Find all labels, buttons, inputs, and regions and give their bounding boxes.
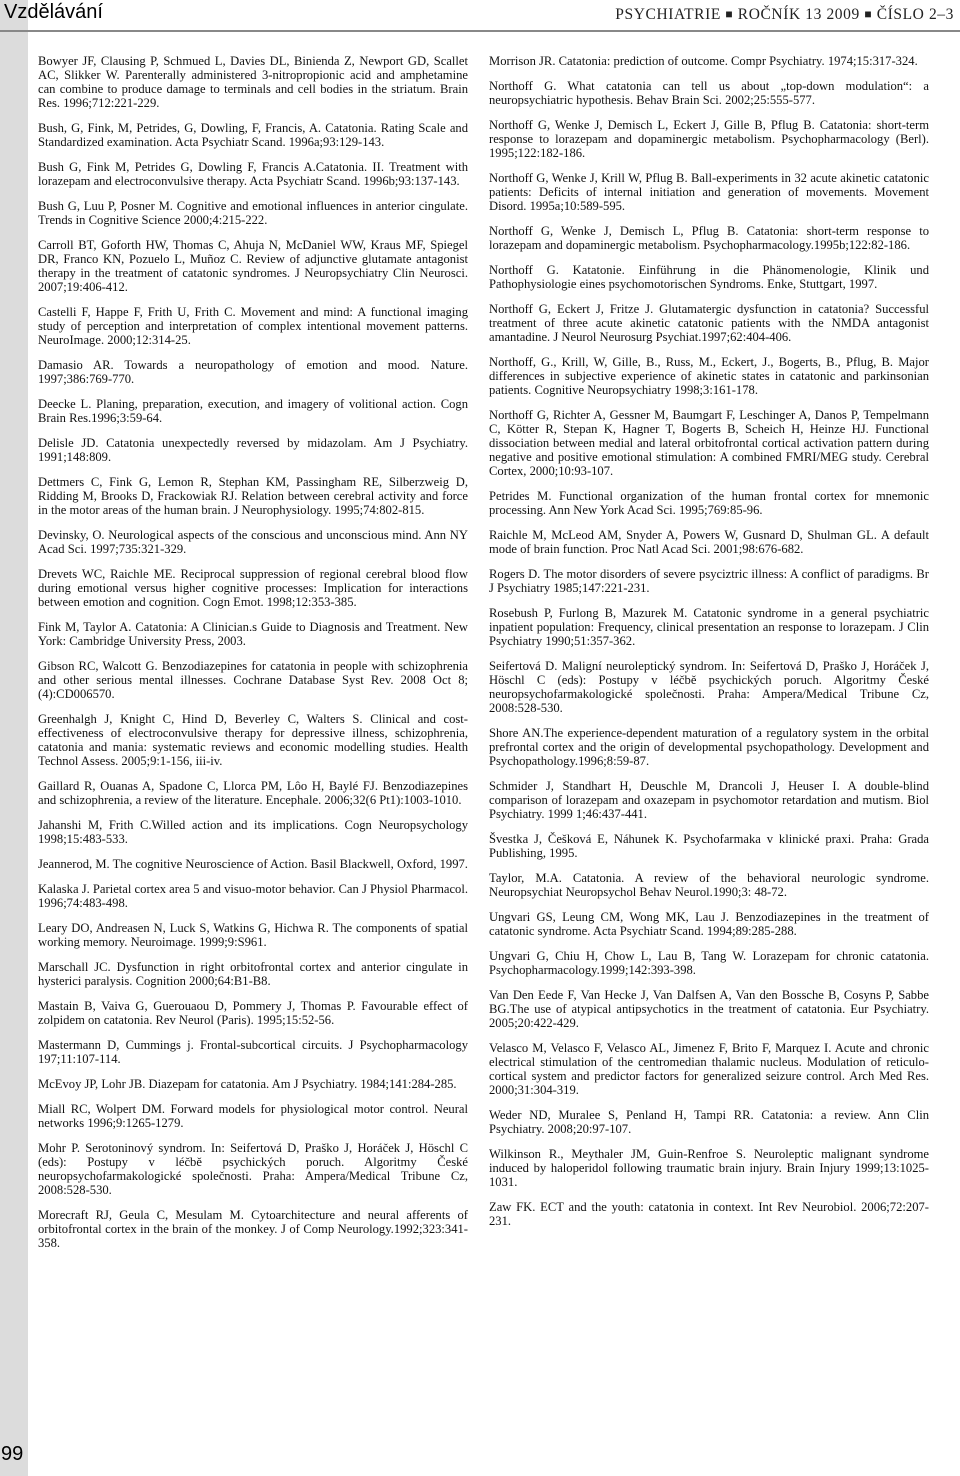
- reference-entry: Taylor, M.A. Catatonia. A review of the behavioral neurologic syndrome. Neuropsychiat Neuropsychol Behav Neurol.1990;3: 48-72.: [489, 871, 929, 899]
- reference-entry: Morrison JR. Catatonia: prediction of outcome. Compr Psychiatry. 1974;15:317-324.: [489, 54, 918, 68]
- reference-entry: Bowyer JF, Clausing P, Schmued L, Davies DL, Binienda Z, Newport GD, Scallet AC, Slikker W. Parenterally administered 3-nitropropionic acid and amphetamine can combine to produce damage to terminals and cell bodies in the striatum. Brain Res. 1996;712:221-229.: [38, 54, 468, 110]
- page-number: 99: [1, 1443, 24, 1465]
- reference-entry: Dettmers C, Fink G, Lemon R, Stephan KM, Passingham RE, Silberzweig D, Ridding M, Brooks D, Frackowiak RJ. Relation between cerebral activity and force in the motor areas of the human brain. J Neurophysiology. 1995;74:802-815.: [38, 475, 468, 517]
- reference-entry: Northoff G. Katatonie. Einführung in die Phänomenologie, Klinik und Pathophysiologie eines psychomotorischen Syndroms. Enke, Stuttgart, 1997.: [489, 263, 929, 291]
- reference-entry: Mohr P. Serotoninový syndrom. In: Seifertová D, Praško J, Horáček J, Höschl C (eds): Postupy v léčbě psychických poruch. Algoritmy České neuropsychofarmakologické společnosti. Praha: Ampera/Medical Tribune Cz, 2008:528-530.: [38, 1141, 468, 1197]
- reference-entry: Kalaska J. Parietal cortex area 5 and visuo-motor behavior. Can J Physiol Pharmacol. 1996;74:483-498.: [38, 882, 468, 910]
- reference-entry: Carroll BT, Goforth HW, Thomas C, Ahuja N, McDaniel WW, Kraus MF, Spiegel DR, Franco KN, Pozuelo L, Muñoz C. Review of adjunctive glutamate antagonist therapy in the treatment of catatonic syndromes. J Neuropsychiatry Clin Neurosci. 2007;19:406-412.: [38, 238, 468, 294]
- reference-entry: Leary DO, Andreasen N, Luck S, Watkins G, Hichwa R. The components of spatial working memory. Neuroimage. 1999;9:S961.: [38, 921, 468, 949]
- reference-entry: Schmider J, Standhart H, Deuschle M, Drancoli J, Heuser I. A double-blind comparison of lorazepam and oxazepam in psychomotor retardation and mutism. Biol Psychiatry. 1999 1;46:437-441.: [489, 779, 929, 821]
- reference-entry: Bush G, Luu P, Posner M. Cognitive and emotional influences in anterior cingulate. Trends in Cognitive Science 2000;4:215-222.: [38, 199, 468, 227]
- reference-entry: Delisle JD. Catatonia unexpectedly reversed by midazolam. Am J Psychiatry. 1991;148:809.: [38, 436, 468, 464]
- reference-entry: Ungvari GS, Leung CM, Wong MK, Lau J. Benzodiazepines in the treatment of catatonic syndrome. Acta Psychiatr Scand. 1994;89:285-288.: [489, 910, 929, 938]
- reference-entry: Zaw FK. ECT and the youth: catatonia in context. Int Rev Neurobiol. 2006;72:207-231.: [489, 1200, 929, 1228]
- reference-entry: Velasco M, Velasco F, Velasco AL, Jimenez F, Brito F, Marquez I. Acute and chronic electrical stimulation of the centromedian thalamic nucleus. Modulation of reticulo-cortical system and predictor factors for generalized seizure control. Arch Med Res. 2000;31:304-319.: [489, 1041, 929, 1097]
- side-margin-bar: [0, 0, 28, 1476]
- reference-entry: Švestka J, Češková E, Náhunek K. Psychofarmaka v klinické praxi. Praha: Grada Publishing, 1995.: [489, 832, 929, 860]
- reference-entry: Northoff, G., Krill, W, Gille, B., Russ, M., Eckert, J., Bogerts, B., Pflug, B. Major differences in subjective experience of akinetic states in catatonic and parkinsonian patients. Cognitive Neuropsychiatry 1998;3:161-178.: [489, 355, 929, 397]
- references-left-column: [38, 54, 468, 1261]
- reference-entry: Mastain B, Vaiva G, Guerouaou D, Pommery J, Thomas P. Favourable effect of zolpidem on catatonia. Rev Neurol (Paris). 1995;15:52-56.: [38, 999, 468, 1027]
- separator-square-icon: ■: [864, 7, 873, 21]
- reference-entry: Deecke L. Planing, preparation, execution, and imagery of volitional action. Cogn Brain Res.1996;3:59-64.: [38, 397, 468, 425]
- reference-entry: Northoff G. What catatonia can tell us about „top-down modulation“: a neuropsychiatric hypothesis. Behav Brain Sci. 2002;25:555-577.: [489, 79, 929, 107]
- reference-entry: Ungvari G, Chiu H, Chow L, Lau B, Tang W. Lorazepam for chronic catatonia. Psychopharmacology.1999;142:393-398.: [489, 949, 929, 977]
- reference-entry: Castelli F, Happe F, Frith U, Frith C. Movement and mind: A functional imaging study of perception and interpretation of complex intentional movement patterns. NeuroImage. 2000;12:314-25.: [38, 305, 468, 347]
- reference-entry: Miall RC, Wolpert DM. Forward models for physiological motor control. Neural networks 1996;9:1265-1279.: [38, 1102, 468, 1130]
- reference-entry: Rogers D. The motor disorders of severe psyciztric illness: A conflict of paradigms. Br J Psychiatry 1985;147:221-231.: [489, 567, 929, 595]
- reference-entry: Gibson RC, Walcott G. Benzodiazepines for catatonia in people with schizophrenia and other serious mental illnesses. Cochrane Database Syst Rev. 2008 Oct 8;(4):CD006570.: [38, 659, 468, 701]
- reference-entry: Northoff G, Richter A, Gessner M, Baumgart F, Leschinger A, Danos P, Tempelmann C, Kötter R, Stepan K, Hagner T, Bogerts B, Scheich H, Heinze HJ. Functional dissociation between medial and lateral orbitofrontal cortical activation pattern during negative and positive emotional stimulation: A combined FMRI/MEG study. Cerebral Cortex, 2000;10:93-107.: [489, 408, 929, 478]
- reference-entry: Wilkinson R., Meythaler JM, Guin-Renfroe S. Neuroleptic malignant syndrome induced by haloperidol following traumatic brain injury. Brain Injury 1999;13:1025-1031.: [489, 1147, 929, 1189]
- reference-entry: Mastermann D, Cummings j. Frontal-subcortical circuits. J Psychopharmacology 197;11:107-114.: [38, 1038, 468, 1066]
- journal-issue: ČÍSLO 2–3: [876, 6, 954, 23]
- reference-entry: Seifertová D. Maligní neuroleptický syndrom. In: Seifertová D, Praško J, Horáček J, Höschl C (eds): Postupy v léčbě psychických poruch. Algoritmy České neuropsychofarmakologické společnosti. Praha: Ampera/Medical Tribune Cz, 2008:528-530.: [489, 659, 929, 715]
- reference-entry: Raichle M, McLeod AM, Snyder A, Powers W, Gusnard D, Shulman GL. A default mode of brain function. Proc Natl Acad Sci. 2001;98:676-682.: [489, 528, 929, 556]
- reference-entry: Bush, G, Fink, M, Petrides, G, Dowling, F, Francis, A. Catatonia. Rating Scale and Standardized examination. Acta Psychiatr Scand. 1996a;93:129-143.: [38, 121, 468, 149]
- reference-entry: Bush G, Fink M, Petrides G, Dowling F, Francis A.Catatonia. II. Treatment with lorazepam and electroconvulsive therapy. Acta Psychiatr Scand. 1996b;93:137-143.: [38, 160, 468, 188]
- journal-year: 2009: [826, 6, 860, 23]
- reference-entry: Petrides M. Functional organization of the human frontal cortex for mnemonic processing. Ann New York Acad Sci. 1995;769:85-96.: [489, 489, 929, 517]
- separator-square-icon: ■: [725, 7, 734, 21]
- reference-entry: Weder ND, Muralee S, Penland H, Tampi RR. Catatonia: a review. Ann Clin Psychiatry. 2008;20:97-107.: [489, 1108, 929, 1136]
- reference-entry: Northoff G, Wenke J, Demisch L, Pflug B. Catatonia: short-term response to lorazepam and dopaminergic metabolism. Psychopharmacology.1995b;122:82-186.: [489, 224, 929, 252]
- reference-entry: Northoff G, Wenke J, Krill W, Pflug B. Ball-experiments in 32 acute akinetic catatonic patients: Deficits of internal initiation and generation of movements. Movement Disord. 1995a;10:589-595.: [489, 171, 929, 213]
- reference-entry: Marschall JC. Dysfunction in right orbitofrontal cortex and anterior cingulate in hysterici paralysis. Cognition 2000;64:B1-B8.: [38, 960, 468, 988]
- reference-entry: Jeannerod, M. The cognitive Neuroscience of Action. Basil Blackwell, Oxford, 1997.: [38, 857, 468, 871]
- reference-entry: Devinsky, O. Neurological aspects of the conscious and unconscious mind. Ann NY Acad Sci. 1997;735:321-329.: [38, 528, 468, 556]
- section-title: Vzdělávání: [4, 1, 103, 23]
- reference-entry: Fink M, Taylor A. Catatonia: A Clinician.s Guide to Diagnosis and Treatment. New York: Cambridge University Press, 2003.: [38, 620, 468, 648]
- journal-volume: ROČNÍK 13: [737, 6, 822, 23]
- reference-entry: Gaillard R, Ouanas A, Spadone C, Llorca PM, Lôo H, Baylé FJ. Benzodiazepines and schizophrenia, a review of the literature. Encephale. 2006;32(6 Pt1):1003-1010.: [38, 779, 468, 807]
- references-right-column: [489, 54, 929, 1239]
- reference-entry: Rosebush P, Furlong B, Mazurek M. Catatonic syndrome in a general psychiatric inpatient population: Frequency, clinical presentation an response to lorazepam. J Clin Psychiatry 1990;51:357-362.: [489, 606, 929, 648]
- journal-info: [615, 6, 954, 24]
- reference-entry: Shore AN.The experience-dependent maturation of a regulatory system in the orbital prefrontal cortex and the origin of developmental psychopathology. Development and Psychopathology.1996;8:59-87.: [489, 726, 929, 768]
- reference-entry: Northoff G, Wenke J, Demisch L, Eckert J, Gille B, Pflug B. Catatonia: short-term response to lorazepam and dopaminergic metabolism. Psychopharmacology (Berl). 1995;122:182-186.: [489, 118, 929, 160]
- reference-entry: Morecraft RJ, Geula C, Mesulam M. Cytoarchitecture and neural afferents of orbitofrontal cortex in the brain of the monkey. J of Comp Neurology.1992;323:341-358.: [38, 1208, 468, 1250]
- page-header: [0, 0, 960, 32]
- reference-entry: Greenhalgh J, Knight C, Hind D, Beverley C, Walters S. Clinical and cost-effectiveness of electroconvulsive therapy for depressive illness, schizophrenia, catatonia and mania: systematic reviews and economic modelling studies. Health Technol Assess. 2005;9:1-156, iii-iv.: [38, 712, 468, 768]
- reference-entry: McEvoy JP, Lohr JB. Diazepam for catatonia. Am J Psychiatry. 1984;141:284-285.: [38, 1077, 457, 1091]
- reference-entry: Damasio AR. Towards a neuropathology of emotion and mood. Nature. 1997;386:769-770.: [38, 358, 468, 386]
- reference-entry: Jahanshi M, Frith C.Willed action and its implications. Cogn Neuropsychology 1998;15:483-533.: [38, 818, 468, 846]
- reference-entry: Drevets WC, Raichle ME. Reciprocal suppression of regional cerebral blood flow during emotional versus higher cognitive processes: Implication for interactions between emotion and cognition. Cogn Emot. 1998;12:353-385.: [38, 567, 468, 609]
- reference-entry: Northoff G, Eckert J, Fritze J. Glutamatergic dysfunction in catatonia? Successful treatment of three acute akinetic catatonic patients with the NMDA antagonist amantadine. J Neurol Neurosurg Psychiat.1997;62:404-406.: [489, 302, 929, 344]
- reference-entry: Van Den Eede F, Van Hecke J, Van Dalfsen A, Van den Bossche B, Cosyns P, Sabbe BG.The use of atypical antipsychotics in the treatment of catatonia. Eur Psychiatry. 2005;20:422-429.: [489, 988, 929, 1030]
- journal-name: PSYCHIATRIE: [615, 6, 721, 23]
